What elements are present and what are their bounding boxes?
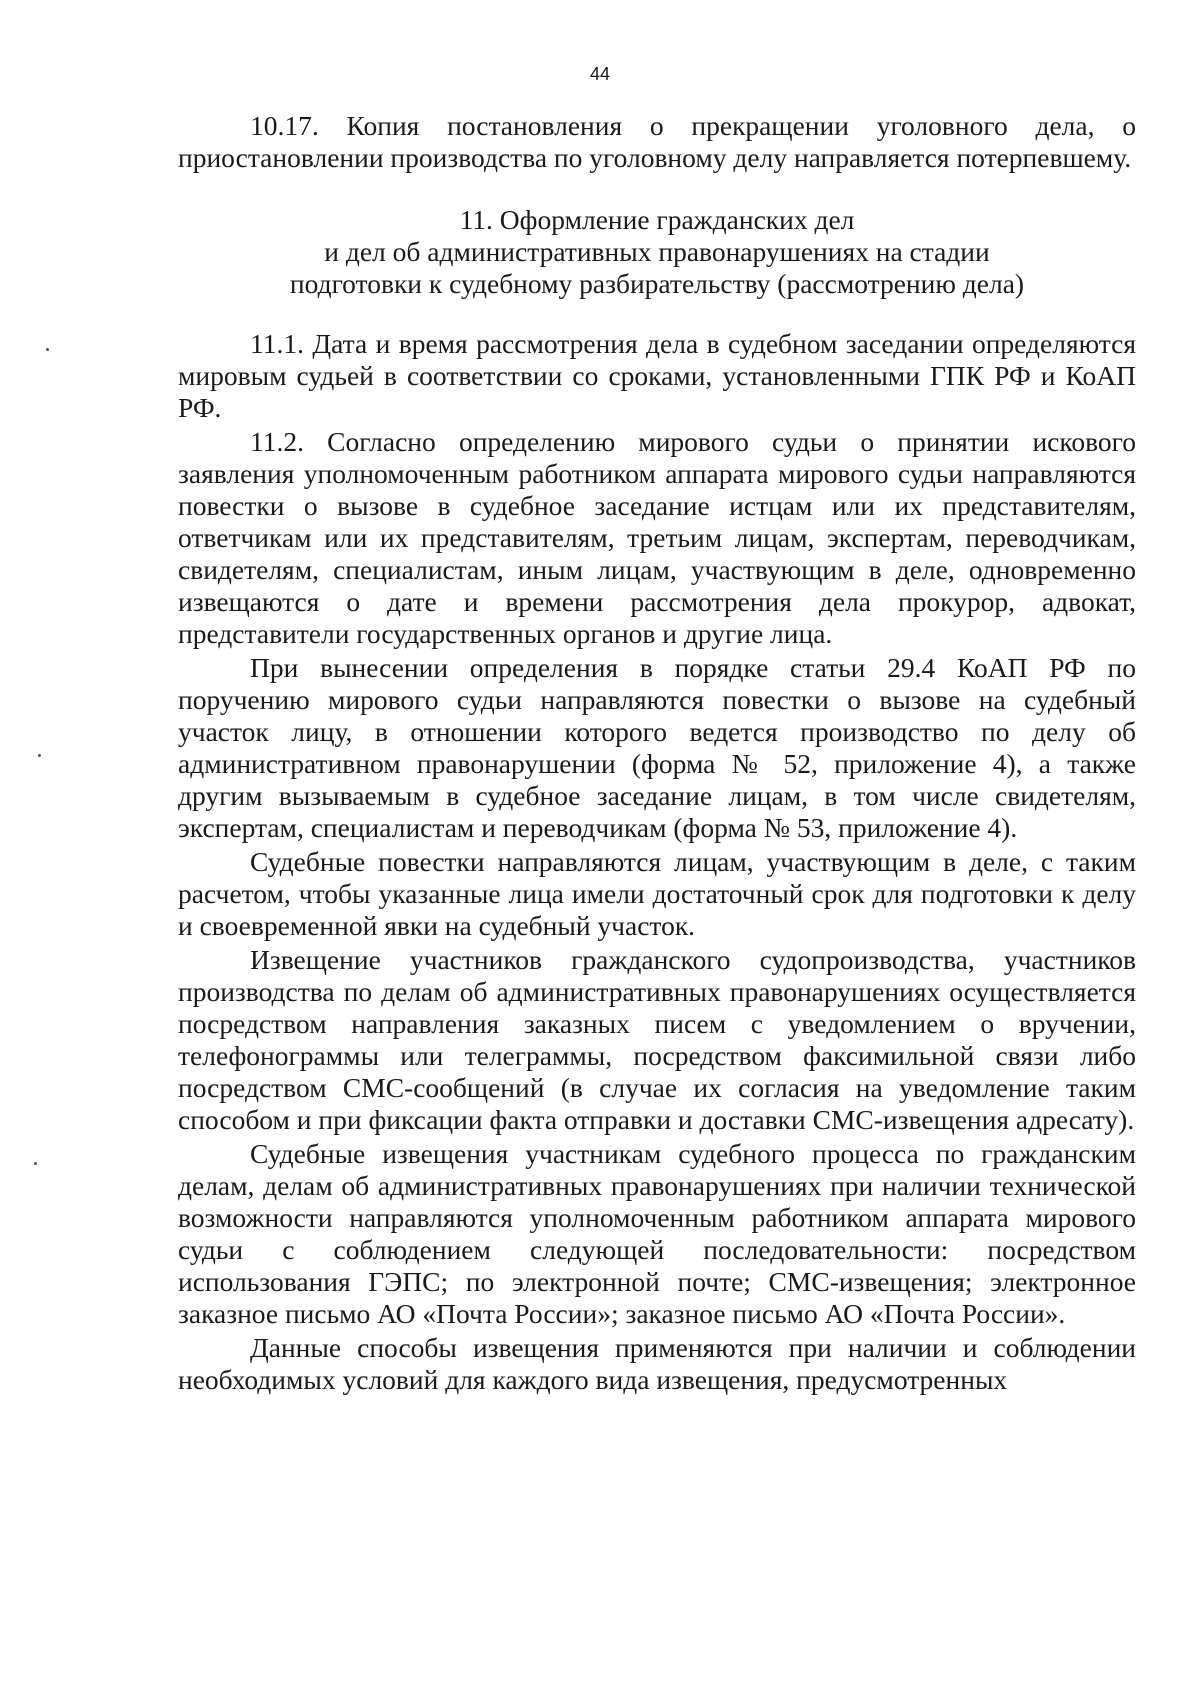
scan-mark [38,754,41,757]
paragraph-sequence: Судебные извещения участникам судебного процесса по гражданским делам, делам об административных правонарушениях при наличии технической возможности направляются уполномоченным работником аппарата мирового судьи с соблюдением следующей последовательности: посредством использования ГЭПС; по электронной почте; СМС-извещения; электронное заказное письмо АО «Почта России»; заказное письмо АО «Почта России». [178,1138,1136,1329]
document-body [178,110,1136,1396]
scan-mark [34,1162,37,1165]
paragraph-11-1: 11.1. Дата и время рассмотрения дела в судебном заседании определяются мировым судьей в соответствии со сроками, установленными ГПК РФ и КоАП РФ. [178,328,1136,423]
section-heading [178,204,1136,300]
paragraph-methods: Данные способы извещения применяются при наличии и соблюдении необходимых условий для каждого вида извещения, предусмотренных [178,1332,1136,1395]
section-heading-line-1: 11. Оформление гражданских дел [459,204,855,235]
paragraph-notice: Извещение участников гражданского судопроизводства, участников производства по делам об административных правонарушениях осуществляется посредством направления заказных писем с уведомлением о вручении, телефонограммы или телеграммы, посредством факсимильной связи либо посредством СМС-сообщений (в случае их согласия на уведомление таким способом и при фиксации факта отправки и доставки СМС-извещения адресату). [178,944,1136,1135]
paragraph-art-29-4: При вынесении определения в порядке статьи 29.4 КоАП РФ по поручению мирового судьи направляются повестки о вызове на судебный участок лицу, в отношении которого ведется производство по делу об административном правонарушении (форма № 52, приложение 4), а также другим вызываемым в судебное заседание лицам, в том числе свидетелям, экспертам, специалистам и переводчикам (форма № 53, приложение 4). [178,652,1136,843]
paragraph-10-17: 10.17. Копия постановления о прекращении уголовного дела, о приостановлении производства по уголовному делу направляется потерпевшему. [178,110,1136,173]
page-number: 44 [589,64,611,84]
scan-mark [46,348,49,351]
paragraph-summons: Судебные повестки направляются лицам, участвующим в деле, с таким расчетом, чтобы указанные лица имели достаточный срок для подготовки к делу и своевременной явки на судебный участок. [178,846,1136,941]
paragraph-11-2: 11.2. Согласно определению мирового судьи о принятии искового заявления уполномоченным работником аппарата мирового судьи направляются повестки о вызове в судебное заседание истцам или их представителям, ответчикам или их представителям, третьим лицам, экспертам, переводчикам, свидетелям, специалистам, иным лицам, участвующим в деле, одновременно извещаются о дате и времени рассмотрения дела прокурор, адвокат, представители государственных органов и другие лица. [178,426,1136,649]
section-heading-line-3: подготовки к судебному разбирательству (рассмотрению дела) [289,268,1025,299]
section-heading-line-2: и дел об административных правонарушениях на стадии [324,236,990,267]
